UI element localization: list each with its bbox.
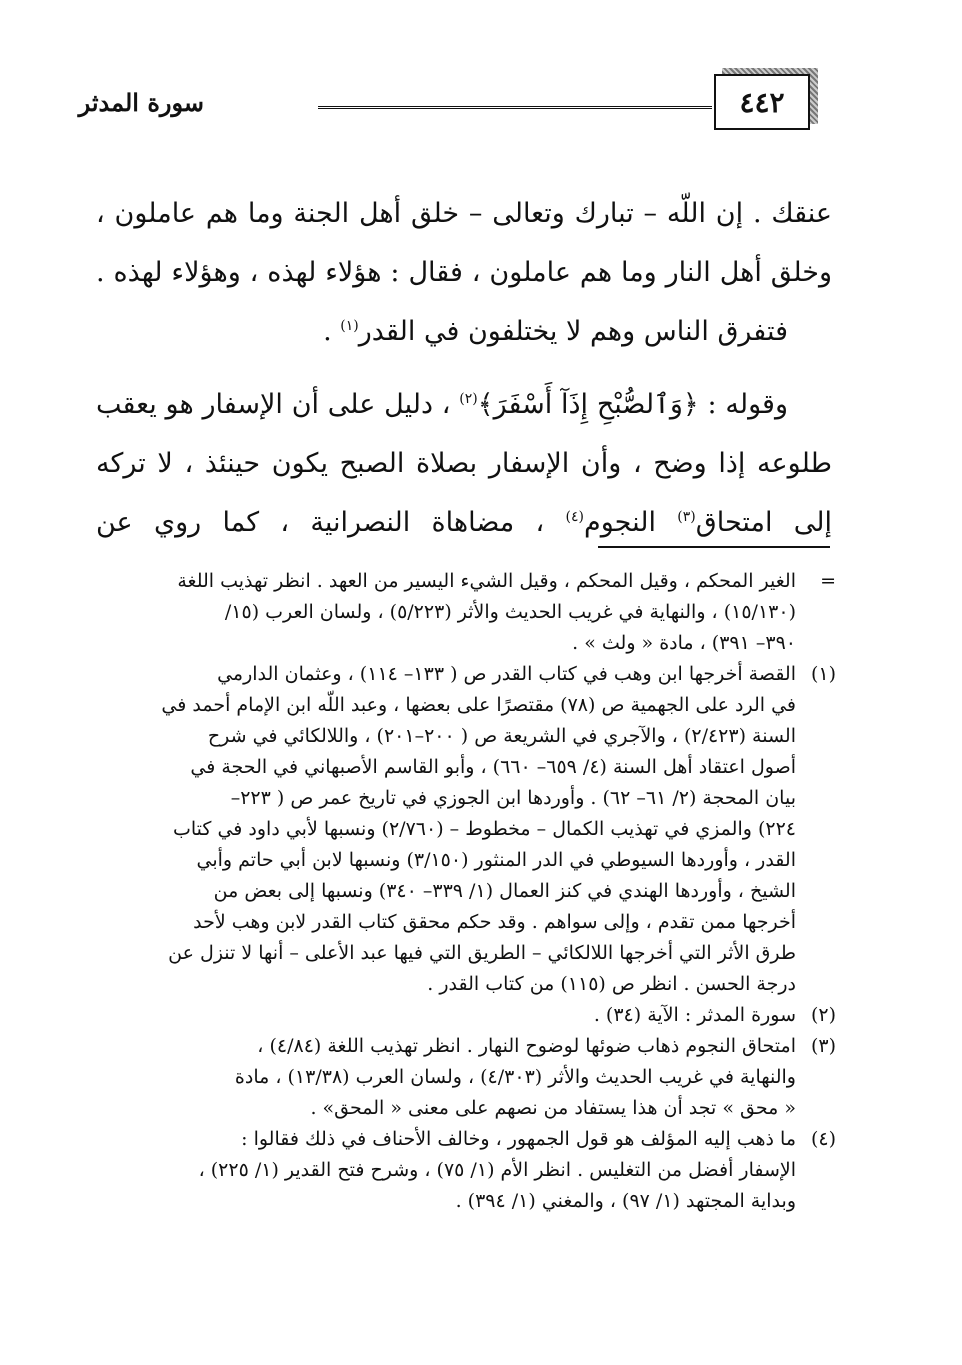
page-number: ٤٤٢ [714,74,810,130]
footnote-3 [86,1031,836,1124]
footnote-marker: (٣) [810,1035,836,1057]
body-line-4: وقوله : ﴿وَٱلصُّبْحِ إِذَآ أَسْفَرَ﴾$^{(٢)}$ ، دليل على أن الإسفار هو يعقب [96,389,788,420]
footnote-marker: (٤) [810,1128,836,1150]
body-line-2: وخلق أهل النار وما هم عاملون ، فقال : هؤلاء لهذه ، وهؤلاء لهذه . [96,257,832,288]
body-line-1: عنقك . إن اللّه – تبارك وتعالى – خلق أهل الجنة وما هم عاملون ، [96,198,832,229]
note-ref-4[interactable]: (٤) [565,509,585,525]
footnote-continued [86,566,836,659]
footnote-marker: = [820,570,836,592]
footnotes [86,566,836,1217]
footnote-text: القصة أخرجها ابن وهب في كتاب القدر ص ( ١٣٣– ١١٤) ، وعثمان الدارمي في الرد على الجهمية ص (٧٨) مقتصرًا على بعضها ، وعبد اللّه ابن الإمام أحمد في السنة (٢/٤٢٣) ، والآجري في الشريعة ص ( ٢٠٠–٢٠١) ، واللالكائي في شرح أصول اعتقاد أهل السنة (٤/ ٦٥٩– ٦٦٠) ، وأبو القاسم الأصبهاني في الحجة في بيان المحجة (٢/ ٦١– ٦٢) . وأوردها ابن الجوزي في تاريخ عمر ص ( ٢٢٣– ٢٢٤) والمزي في تهذيب الكمال – مخطوط – (٢/٧٦٠) ونسبها لأبي داود في كتاب القدر ، وأوردها السيوطي في الدر المنثور (٣/١٥٠) ونسبها لابن أبي حاتم وأبي الشيخ ، وأوردها الهندي في كنز العمال (١/ ٣٣٩– ٣٤٠) ونسبها إلى بعض من أخرجها ممن تقدم ، وإلى سواهم . وقد حكم محقق كتاب القدر لابن وهب لأحد طرق الأثر التي أخرجها اللالكائي – الطريق التي فيها عبد الأعلى – أنها لا تنزل عن درجة الحسن . انظر ص (١١٥) من كتاب القدر . [161,663,796,995]
footnote-separator [598,546,830,548]
footnote-1 [86,659,836,1000]
main-text [96,184,832,552]
body-line-3: فتفرق الناس وهم لا يختلفون في القدر$^{(١)}$ . [323,316,788,347]
footnote-text: سورة المدثر : الآية (٣٤) . [593,1004,796,1026]
footnote-marker: (١) [810,663,836,685]
footnote-text: امتحاق النجوم ذهاب ضوئها لوضوح النهار . انظر تهذيب اللغة (٤/٨٤) ، والنهاية في غريب الحديث والأثر (٤/٣٠٣) ، ولسان العرب (١٣/٣٨) ، مادة « محق » تجد أن هذا يستفاد من نصهم على معنى « المحق» . [234,1035,796,1119]
footnote-text: ما ذهب إليه المؤلف هو قول الجمهور ، وخالف الأحناف في ذلك فقالوا : الإسفار أفضل من التغليس . انظر الأم (١/ ٧٥) ، وشرح فتح القدير (١/ ٢٢٥) ، وبداية المجتهد (١/ ٩٧) ، والمغني (١/ ٣٩٤) . [198,1128,796,1212]
note-ref-3[interactable]: (٣) [677,509,696,525]
surah-title: سورة المدثر [78,88,204,117]
footnote-4 [86,1124,836,1217]
body-line-5: طلوعه إذا وضح ، وأن الإسفار بصلاة الصبح يكون حينئذ ، لا تركه [96,448,832,479]
footnote-marker: (٢) [810,1004,836,1026]
footnote-text: الغير المحكم ، وقيل المحكم ، وقيل الشيء اليسير من العهد . انظر تهذيب اللغة (١٥/١٣٠) ، والنهاية في غريب الحديث والأثر (٥/٢٢٣) ، ولسان العرب (١٥/ ٣٩٠– ٣٩١) ، مادة « ولث » . [177,570,796,654]
header-rule [318,106,712,109]
note-ref-2[interactable]: (٢) [459,391,478,407]
quran-quote: وقوله : ﴿وَٱلصُّبْحِ إِذَآ أَسْفَرَ﴾ [477,389,788,420]
body-line-6: إلى امتحاق$^{(٣)}$ النجوم$^{(٤)}$ ، مضاهاة النصرانية ، كما روي عن [96,507,832,538]
footnote-2 [86,1000,836,1031]
note-ref-1[interactable]: (١) [340,318,359,334]
